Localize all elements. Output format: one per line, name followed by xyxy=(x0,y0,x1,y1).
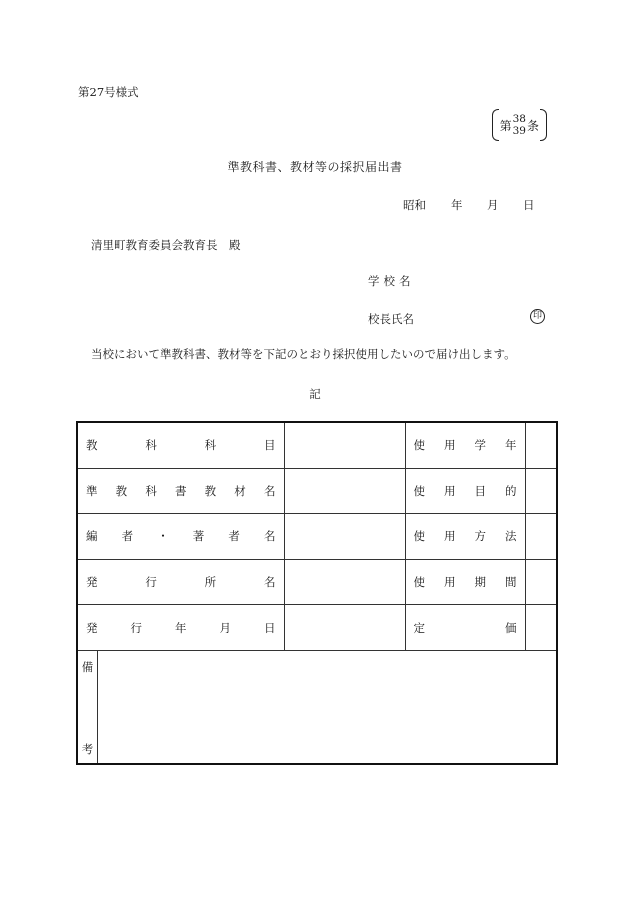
label-char: 日 xyxy=(264,620,276,635)
label-char: 書 xyxy=(174,483,187,498)
label-char: 月 xyxy=(219,620,231,635)
label-char: 間 xyxy=(505,575,517,590)
label-char: 名 xyxy=(263,575,276,590)
label-char: 用 xyxy=(444,438,456,453)
label-char: 期 xyxy=(474,575,486,590)
label-char: 価 xyxy=(505,620,517,635)
right-field-label xyxy=(405,468,525,514)
label-char: 法 xyxy=(505,529,517,544)
right-field-label-text xyxy=(414,437,517,453)
date-day: 日 xyxy=(523,198,535,212)
seal-mark: 印 xyxy=(530,309,545,324)
left-field-label xyxy=(77,422,284,468)
label-char: 著 xyxy=(192,529,205,544)
label-char: 用 xyxy=(444,575,456,590)
label-char: 者 xyxy=(228,529,240,544)
form-number: 第27号様式 xyxy=(78,85,139,99)
school-name-label: 学校名 xyxy=(368,274,415,288)
label-char: 準 xyxy=(86,483,98,498)
label-char: 使 xyxy=(413,483,425,498)
right-field-value[interactable] xyxy=(525,422,557,468)
right-field-label-text xyxy=(414,483,517,499)
left-field-value[interactable] xyxy=(284,605,405,651)
label-char: 使 xyxy=(413,575,425,590)
article-prefix: 第 xyxy=(499,118,512,133)
label-char: 教 xyxy=(86,438,98,453)
label-char: 行 xyxy=(130,620,142,635)
left-field-label-text xyxy=(86,528,276,544)
label-char: 編 xyxy=(86,529,98,544)
label-char: 教 xyxy=(204,483,217,498)
right-field-label-text xyxy=(414,528,517,544)
label-char: 行 xyxy=(145,575,157,590)
document-title: 準教科書、教材等の採択届出書 xyxy=(227,160,403,174)
label-char: 定 xyxy=(413,620,425,635)
right-field-label-text xyxy=(414,620,517,636)
date-era: 昭和 xyxy=(403,198,426,212)
form-table xyxy=(76,421,558,765)
remarks-row xyxy=(77,650,557,764)
label-char: 方 xyxy=(474,529,486,544)
left-field-label-text xyxy=(86,437,276,453)
left-field-value[interactable] xyxy=(284,468,405,514)
right-field-label xyxy=(405,559,525,605)
label-char: 用 xyxy=(444,483,456,498)
date-month: 月 xyxy=(487,198,499,212)
right-field-value[interactable] xyxy=(525,514,557,560)
date-line xyxy=(403,197,535,213)
ki-heading: 記 xyxy=(309,387,321,401)
table-row xyxy=(77,559,557,605)
label-char: 学 xyxy=(474,438,486,453)
article-suffix: 条 xyxy=(526,118,539,133)
left-field-label xyxy=(77,468,284,514)
right-field-label-text xyxy=(414,574,517,590)
left-field-value[interactable] xyxy=(284,422,405,468)
article-reference xyxy=(492,108,547,142)
left-field-label-text xyxy=(86,620,276,636)
label-char: 目 xyxy=(263,438,276,453)
label-char: 年 xyxy=(505,438,517,453)
left-field-value[interactable] xyxy=(284,559,405,605)
label-char: 的 xyxy=(505,483,517,498)
table-row xyxy=(77,605,557,651)
label-char: 発 xyxy=(86,575,98,590)
label-char: 科 xyxy=(145,438,157,453)
left-field-value[interactable] xyxy=(284,514,405,560)
label-char: 年 xyxy=(175,620,187,635)
table-row xyxy=(77,422,557,468)
article-numbers xyxy=(513,113,526,137)
right-field-label xyxy=(405,514,525,560)
label-char: 科 xyxy=(204,438,217,453)
table-row xyxy=(77,514,557,560)
date-year: 年 xyxy=(451,198,463,212)
left-field-label-text xyxy=(86,574,276,590)
label-char: 使 xyxy=(413,529,425,544)
label-char: 科 xyxy=(145,483,157,498)
left-field-label xyxy=(77,605,284,651)
label-char: 用 xyxy=(444,529,456,544)
article-number-1: 38 xyxy=(512,113,526,125)
label-char: 名 xyxy=(263,529,276,544)
label-char: 発 xyxy=(86,620,98,635)
right-field-value[interactable] xyxy=(525,605,557,651)
right-field-value[interactable] xyxy=(525,468,557,514)
label-char: 所 xyxy=(204,575,217,590)
right-bracket xyxy=(540,109,547,141)
left-field-label xyxy=(77,559,284,605)
addressee: 清里町教育委員会教育長 殿 xyxy=(91,238,241,252)
label-char: ・ xyxy=(157,529,169,544)
label-char: 使 xyxy=(413,438,425,453)
remarks-field[interactable] xyxy=(98,650,558,764)
label-char: 材 xyxy=(234,483,246,498)
principal-name-label: 校長氏名 xyxy=(368,312,414,326)
remarks-label-top: 備 xyxy=(81,659,94,674)
remarks-label xyxy=(77,650,98,764)
label-char: 教 xyxy=(115,483,128,498)
right-field-value[interactable] xyxy=(525,559,557,605)
remarks-label-bottom: 考 xyxy=(81,741,94,756)
article-number-2: 39 xyxy=(512,125,526,137)
right-field-label xyxy=(405,605,525,651)
label-char: 名 xyxy=(263,483,276,498)
label-char: 目 xyxy=(474,483,486,498)
right-field-label xyxy=(405,422,525,468)
left-field-label-text xyxy=(86,483,276,499)
table-row xyxy=(77,468,557,514)
left-field-label xyxy=(77,514,284,560)
label-char: 者 xyxy=(121,529,134,544)
left-bracket xyxy=(492,109,499,141)
body-text: 当校において準教科書、教材等を下記のとおり採択使用したいので届け出します。 xyxy=(91,347,516,361)
